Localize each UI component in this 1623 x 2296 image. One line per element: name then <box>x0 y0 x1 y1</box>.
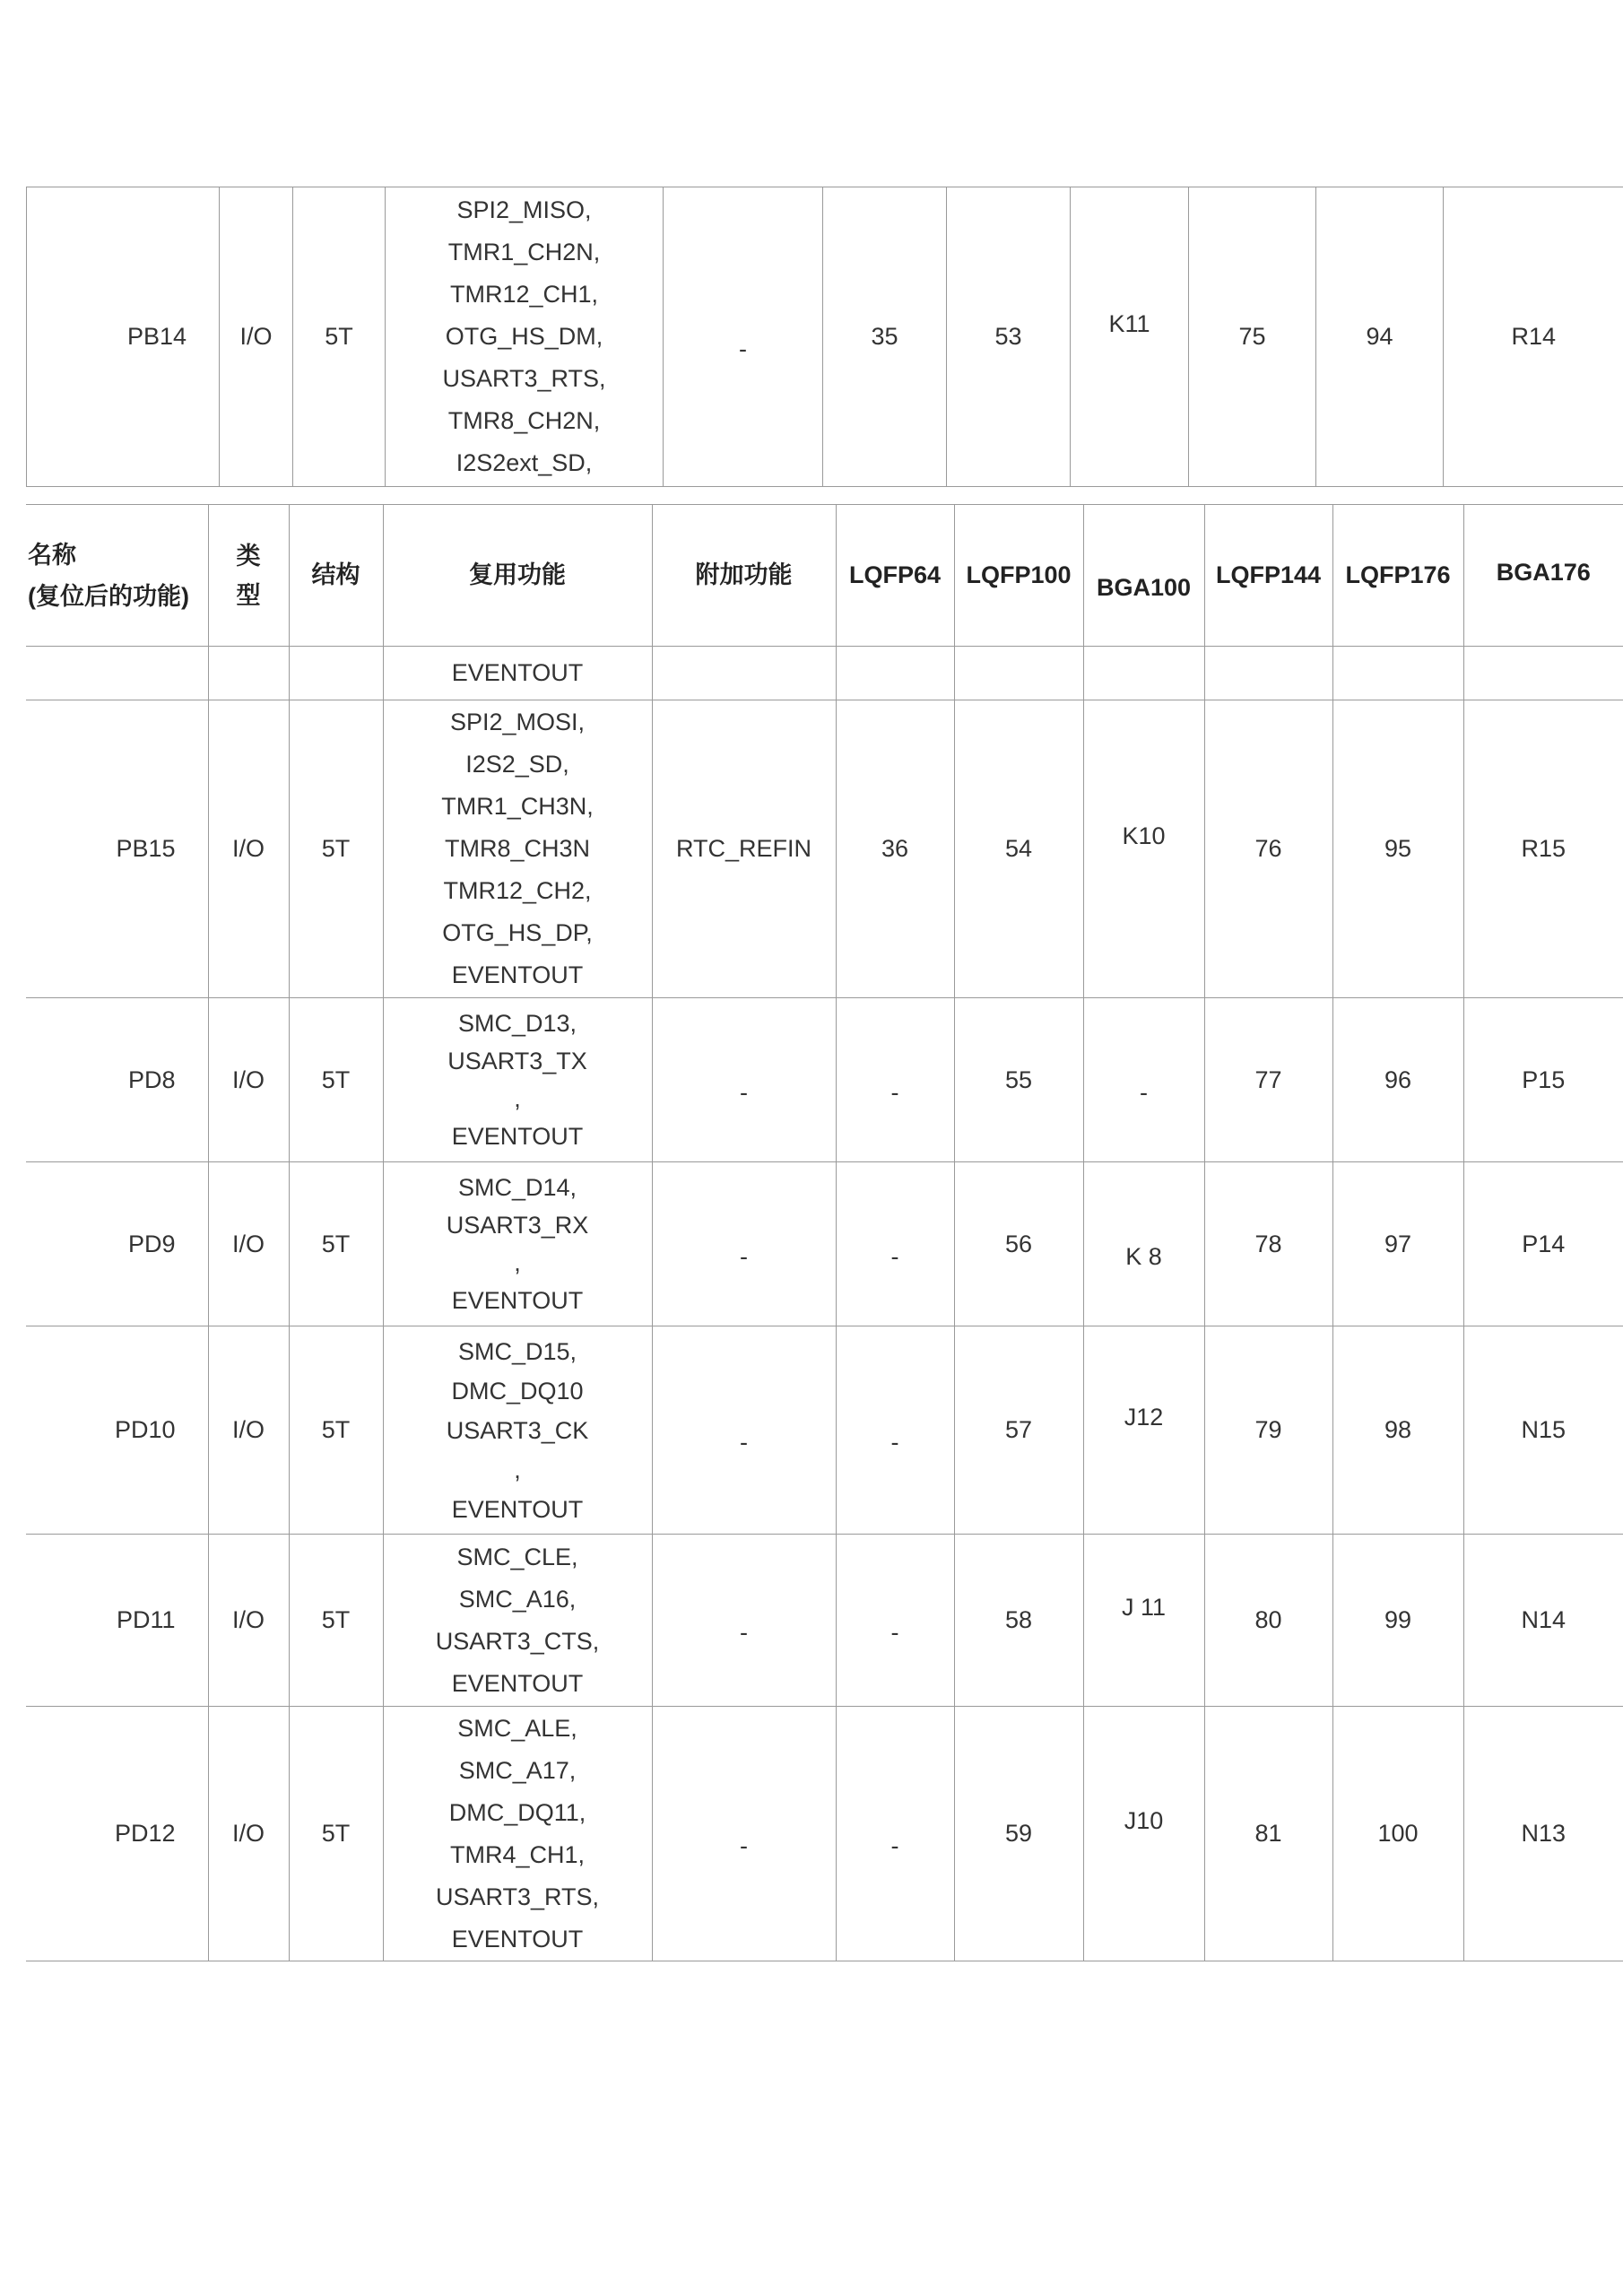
pin-type: I/O <box>220 187 293 487</box>
lqfp176-pin: 99 <box>1332 1535 1463 1707</box>
lqfp64-pin: 36 <box>836 700 954 998</box>
lqfp144-pin: 75 <box>1189 187 1316 487</box>
lqfp176-pin: 98 <box>1332 1326 1463 1535</box>
lqfp64-pin: - <box>836 1162 954 1326</box>
pin-structure: 5T <box>289 1326 383 1535</box>
bga176-pin: N14 <box>1463 1535 1623 1707</box>
table-row <box>27 187 1623 487</box>
lqfp144-pin: 76 <box>1204 700 1332 998</box>
pin-type: I/O <box>208 700 289 998</box>
lqfp64-pin: - <box>836 1326 954 1535</box>
lqfp64-pin: - <box>836 1707 954 1961</box>
pin-structure: 5T <box>289 1707 383 1961</box>
pin-type: I/O <box>208 1707 289 1961</box>
lqfp64-pin: 35 <box>823 187 947 487</box>
table-row <box>26 700 1623 998</box>
table-row <box>26 998 1623 1162</box>
bga100-pin: J10 <box>1083 1707 1204 1961</box>
pin-structure: 5T <box>289 700 383 998</box>
lqfp176-pin: 96 <box>1332 998 1463 1162</box>
lqfp176-pin: 95 <box>1332 700 1463 998</box>
bga100-pin: - <box>1083 998 1204 1162</box>
lqfp100-pin: 57 <box>954 1326 1083 1535</box>
pin-name: PB14 <box>27 187 220 487</box>
alt-functions: SMC_D13, USART3_TX , EVENTOUT <box>383 998 652 1162</box>
bga100-pin: K11 <box>1071 187 1189 487</box>
bga176-pin: N13 <box>1463 1707 1623 1961</box>
header-alt-functions: 复用功能 <box>383 505 652 647</box>
alt-functions: SMC_CLE, SMC_A16, USART3_CTS, EVENTOUT <box>383 1535 652 1707</box>
pin-name: PD10 <box>26 1326 208 1535</box>
table-row <box>26 1326 1623 1535</box>
lqfp144-pin: 77 <box>1204 998 1332 1162</box>
pin-name: PD8 <box>26 998 208 1162</box>
additional-function: RTC_REFIN <box>652 700 836 998</box>
additional-function: - <box>652 1162 836 1326</box>
lqfp144-pin: 81 <box>1204 1707 1332 1961</box>
pin-type: I/O <box>208 1535 289 1707</box>
bga176-pin: P15 <box>1463 998 1623 1162</box>
lqfp100-pin: 55 <box>954 998 1083 1162</box>
lqfp144-pin: 78 <box>1204 1162 1332 1326</box>
pin-table <box>26 504 1623 1961</box>
additional-function: - <box>652 998 836 1162</box>
header-bga176: BGA176 <box>1463 505 1623 647</box>
header-lqfp176: LQFP176 <box>1332 505 1463 647</box>
pin-type: I/O <box>208 1162 289 1326</box>
alt-functions: SMC_D15, DMC_DQ10 USART3_CK , EVENTOUT <box>383 1326 652 1535</box>
lqfp176-pin: 94 <box>1316 187 1444 487</box>
additional-function: - <box>664 187 823 487</box>
additional-function: - <box>652 1535 836 1707</box>
pin-name: PD12 <box>26 1707 208 1961</box>
table-row-continuation <box>26 647 1623 700</box>
table-header <box>26 505 1623 647</box>
bga176-pin: R14 <box>1444 187 1623 487</box>
lqfp144-pin: 80 <box>1204 1535 1332 1707</box>
bga100-pin: J 11 <box>1083 1535 1204 1707</box>
table-row <box>26 1535 1623 1707</box>
table-row <box>26 1162 1623 1326</box>
lqfp176-pin: 100 <box>1332 1707 1463 1961</box>
lqfp100-pin: 54 <box>954 700 1083 998</box>
pin-structure: 5T <box>289 1162 383 1326</box>
header-structure: 结构 <box>289 505 383 647</box>
alt-functions: SMC_ALE, SMC_A17, DMC_DQ11, TMR4_CH1, USART3_RTS, EVENTOUT <box>383 1707 652 1961</box>
pin-name: PD11 <box>26 1535 208 1707</box>
alt-functions: EVENTOUT <box>383 647 652 700</box>
header-type: 类 型 <box>208 505 289 647</box>
header-name: 名称 (复位后的功能) <box>26 505 208 647</box>
bga176-pin: R15 <box>1463 700 1623 998</box>
header-bga100: BGA100 <box>1083 505 1204 647</box>
pin-type: I/O <box>208 998 289 1162</box>
header-lqfp64: LQFP64 <box>836 505 954 647</box>
header-lqfp100: LQFP100 <box>954 505 1083 647</box>
lqfp64-pin: - <box>836 1535 954 1707</box>
header-additional: 附加功能 <box>652 505 836 647</box>
additional-function: - <box>652 1326 836 1535</box>
header-lqfp144: LQFP144 <box>1204 505 1332 647</box>
pin-type: I/O <box>208 1326 289 1535</box>
lqfp100-pin: 58 <box>954 1535 1083 1707</box>
bga100-pin: J12 <box>1083 1326 1204 1535</box>
pin-structure: 5T <box>289 998 383 1162</box>
lqfp100-pin: 53 <box>947 187 1071 487</box>
lqfp144-pin: 79 <box>1204 1326 1332 1535</box>
pin-name: PB15 <box>26 700 208 998</box>
pin-name: PD9 <box>26 1162 208 1326</box>
pin-table-fragment-top <box>26 187 1623 487</box>
alt-functions: SPI2_MISO, TMR1_CH2N, TMR12_CH1, OTG_HS_DM, USART3_RTS, TMR8_CH2N, I2S2ext_SD, <box>386 187 664 487</box>
alt-functions: SMC_D14, USART3_RX , EVENTOUT <box>383 1162 652 1326</box>
bga100-pin: K 8 <box>1083 1162 1204 1326</box>
alt-functions: SPI2_MOSI, I2S2_SD, TMR1_CH3N, TMR8_CH3N TMR12_CH2, OTG_HS_DP, EVENTOUT <box>383 700 652 998</box>
lqfp100-pin: 56 <box>954 1162 1083 1326</box>
lqfp64-pin: - <box>836 998 954 1162</box>
bga176-pin: P14 <box>1463 1162 1623 1326</box>
additional-function: - <box>652 1707 836 1961</box>
bga176-pin: N15 <box>1463 1326 1623 1535</box>
table-row <box>26 1707 1623 1961</box>
bga100-pin: K10 <box>1083 700 1204 998</box>
pin-structure: 5T <box>289 1535 383 1707</box>
pin-structure: 5T <box>293 187 386 487</box>
lqfp100-pin: 59 <box>954 1707 1083 1961</box>
lqfp176-pin: 97 <box>1332 1162 1463 1326</box>
